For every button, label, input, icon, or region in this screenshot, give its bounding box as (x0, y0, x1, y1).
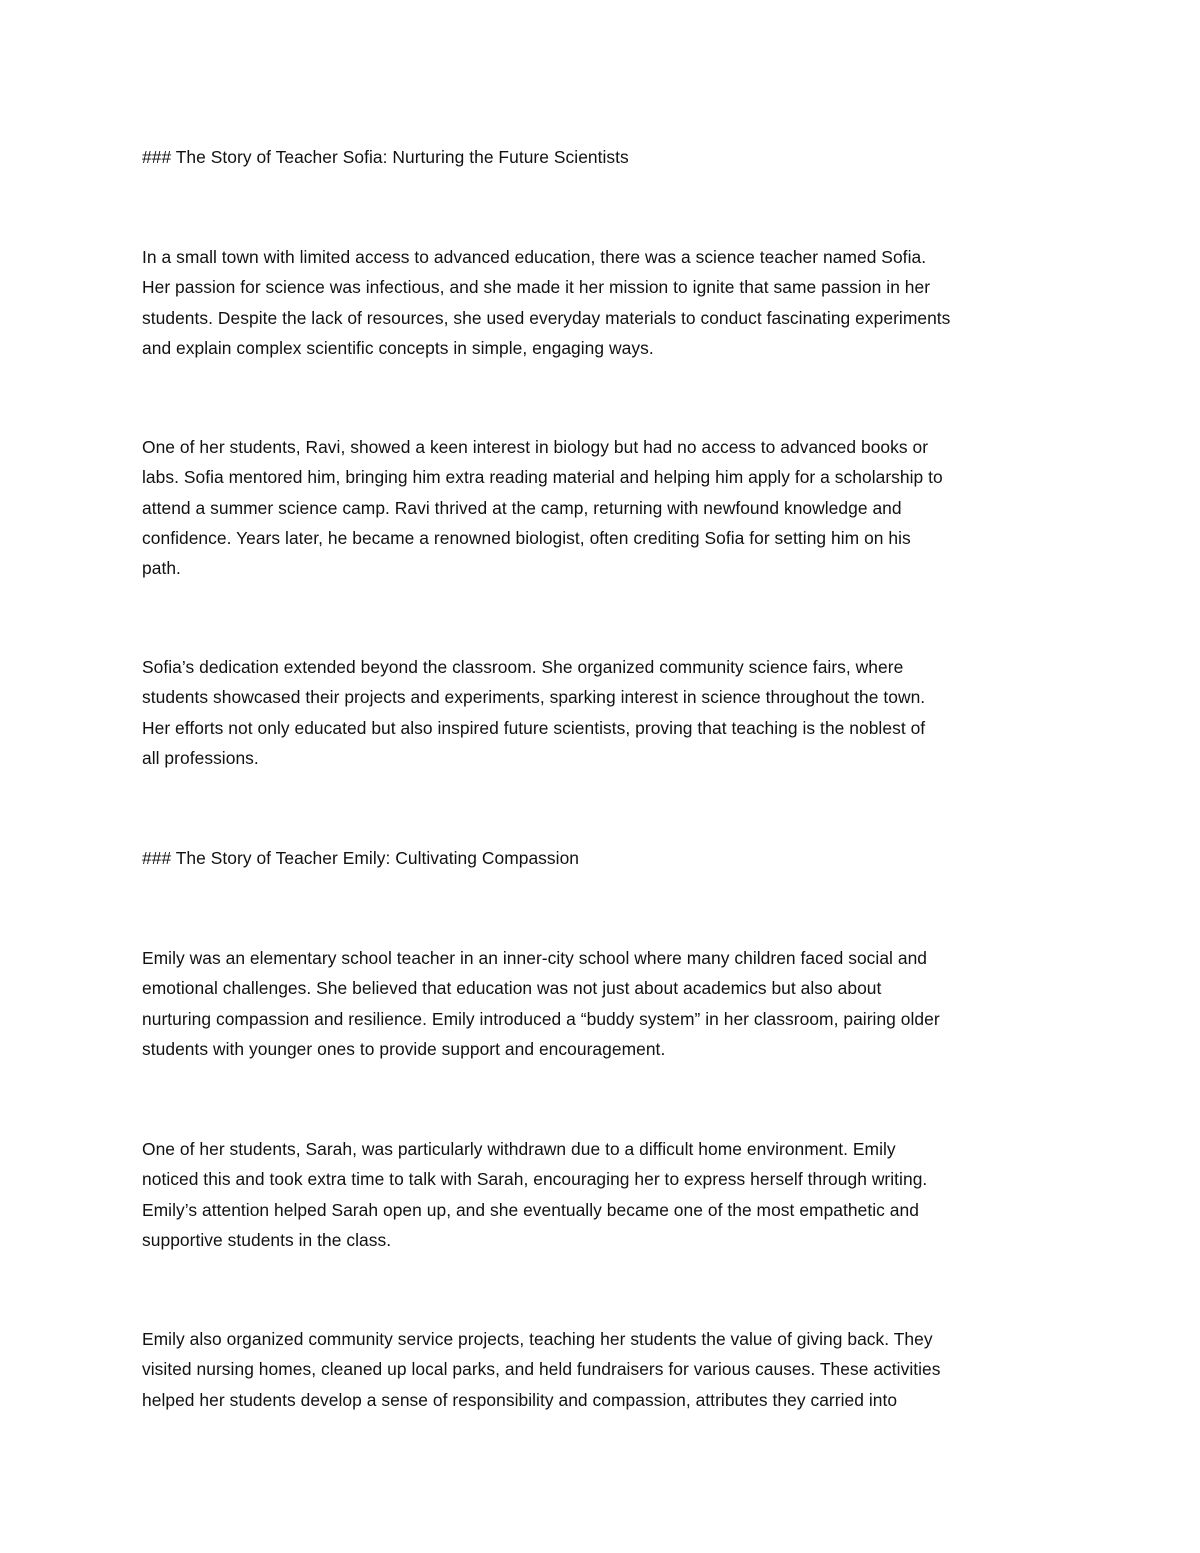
paragraph (142, 1134, 1072, 1255)
paragraph-line: Her efforts not only educated but also inspired future scientists, proving that teaching is the noblest of (142, 717, 926, 738)
paragraph-line: students showcased their projects and experiments, sparking interest in science throughout the town. (142, 687, 926, 708)
paragraph-line: and explain complex scientific concepts in simple, engaging ways. (142, 337, 654, 358)
heading-text: ### The Story of Teacher Emily: Cultivating Compassion (142, 848, 580, 868)
paragraph-line: Emily was an elementary school teacher in an inner-city school where many children faced social and (142, 948, 928, 968)
paragraph-line: Emily’s attention helped Sarah open up, and she eventually became one of the most empathetic and (142, 1199, 919, 1220)
paragraph-line: students. Despite the lack of resources, she used everyday materials to conduct fascinating experiments (142, 307, 951, 328)
paragraph-line: Emily also organized community service projects, teaching her students the value of giving back. They (142, 1329, 933, 1349)
paragraph-line: confidence. Years later, he became a renowned biologist, often crediting Sofia for setting him on his (142, 527, 911, 548)
paragraph (142, 432, 1072, 583)
paragraph-line: labs. Sofia mentored him, bringing him extra reading material and helping him apply for a scholarship to (142, 467, 943, 488)
paragraph-line: One of her students, Ravi, showed a keen interest in biology but had no access to advanced books or (142, 437, 929, 457)
paragraph-line: helped her students develop a sense of responsibility and compassion, attributes they carried into (142, 1389, 898, 1410)
section-heading (142, 843, 1072, 873)
paragraph-line: students with younger ones to provide support and encouragement. (142, 1038, 666, 1059)
paragraph-line: Sofia’s dedication extended beyond the classroom. She organized community science fairs, where (142, 657, 904, 677)
paragraph-line: path. (142, 558, 181, 579)
paragraph-line: emotional challenges. She believed that education was not just about academics but also about (142, 978, 882, 999)
paragraph-line: supportive students in the class. (142, 1229, 392, 1250)
paragraph (142, 652, 1072, 773)
paragraph-line: attend a summer science camp. Ravi thrived at the camp, returning with newfound knowledge and (142, 497, 902, 518)
section-heading (142, 142, 1072, 172)
paragraph-line: visited nursing homes, cleaned up local parks, and held fundraisers for various causes. These activities (142, 1359, 941, 1380)
paragraph (142, 1324, 1072, 1415)
heading-text: ### The Story of Teacher Sofia: Nurturing the Future Scientists (142, 147, 629, 167)
paragraph-line: noticed this and took extra time to talk with Sarah, encouraging her to express herself through writing. (142, 1169, 928, 1190)
paragraph-line: all professions. (142, 747, 259, 768)
paragraph-line: One of her students, Sarah, was particularly withdrawn due to a difficult home environment. Emily (142, 1139, 896, 1159)
paragraph-line: In a small town with limited access to advanced education, there was a science teacher named Sofia. (142, 247, 927, 267)
paragraph (142, 943, 1072, 1064)
paragraph-line: nurturing compassion and resilience. Emily introduced a “buddy system” in her classroom, pairing older (142, 1008, 940, 1029)
paragraph-line: Her passion for science was infectious, and she made it her mission to ignite that same passion in her (142, 277, 931, 298)
paragraph (142, 242, 1072, 363)
